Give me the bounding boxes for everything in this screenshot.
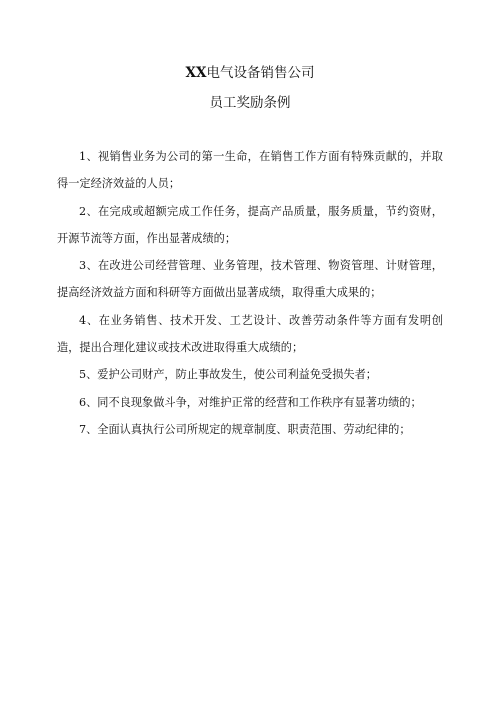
title-prefix: XX <box>185 65 207 81</box>
document-title <box>0 64 500 82</box>
clause-1: 1、视销售业务为公司的第一生命，在销售工作方面有特殊贡献的，并取得一定经济效益的人员； <box>57 150 443 191</box>
clause-4: 4、在业务销售、技术开发、工艺设计、改善劳动条件等方面有发明创造，提出合理化建议或技术改进取得重大成绩的； <box>57 313 443 355</box>
title-main: 电气设备销售公司 <box>206 65 315 81</box>
document-subtitle: 员工奖励条例 <box>209 95 291 111</box>
clause-5: 5、爱护公司财产，防止事故发生，使公司利益免受损失者； <box>79 368 377 382</box>
clause-6: 6、同不良现象做斗争，对维护正常的经营和工作秩序有显著功绩的； <box>79 395 422 409</box>
clause-3: 3、在改进公司经营管理、业务管理，技术管理、物资管理、计财管理，提高经济效益方面和科研等方面做出显著成绩，取得重大成果的； <box>57 259 443 300</box>
clause-2: 2、在完成或超额完成工作任务，提高产品质量，服务质量，节约资财，开源节流等方面，作出显著成绩的； <box>57 204 443 245</box>
clause-7: 7、全面认真执行公司所规定的规章制度、职责范围、劳动纪律的； <box>79 422 411 436</box>
document-body <box>57 143 443 443</box>
